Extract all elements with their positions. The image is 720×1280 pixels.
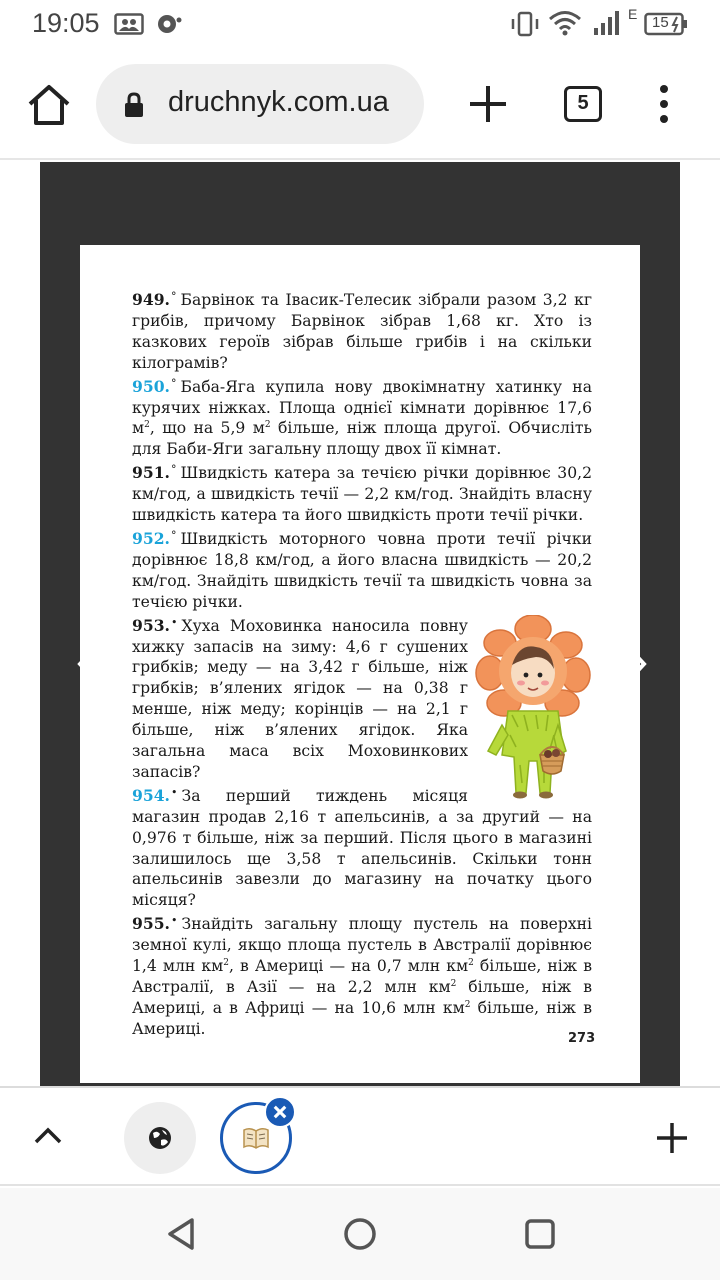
page-number: 273 <box>568 1031 596 1046</box>
chevron-left-icon[interactable] <box>74 632 114 696</box>
problem-text: , в Америці — на 0,7 млн км <box>228 957 469 976</box>
lock-icon <box>124 92 144 118</box>
superscript: 2 <box>450 979 457 989</box>
home-nav-icon[interactable] <box>340 1214 380 1254</box>
problem-number: 953. <box>132 615 170 635</box>
problem-text: За перший тиждень місяця магазин продав 2,16 т апельсинів, а за другий — на 0,976 т більше, ніж за перший. Після цього в магазині залишилось ще 3,58 т апельсинів. Скільки тонн апельсинів завезли до магазину на початку цього місяця? <box>132 786 592 910</box>
system-navigation-bar <box>0 1188 720 1280</box>
back-icon[interactable] <box>162 1214 202 1254</box>
difficulty-marker: ° <box>170 528 177 542</box>
problem-text: більше, ніж в Америці, а в Африці — на 10,6 млн км <box>132 978 592 1017</box>
plus-icon[interactable] <box>654 1120 690 1156</box>
address-bar[interactable] <box>96 64 424 144</box>
close-icon[interactable] <box>264 1096 296 1128</box>
book-page <box>80 245 640 1083</box>
flower-girl-illustration <box>474 615 592 805</box>
url-text[interactable]: druchnyk.com.ua <box>168 86 389 118</box>
signal-icon <box>592 10 622 36</box>
problem-951 <box>132 460 592 526</box>
superscript: 2 <box>144 420 150 431</box>
tab-switcher-button[interactable]: 5 <box>564 86 602 122</box>
problem-number: 954. <box>132 785 170 805</box>
chevron-right-icon[interactable] <box>610 632 650 696</box>
gallery-notification-icon <box>114 13 144 35</box>
problem-text: , що на 5,9 м <box>149 419 265 438</box>
battery-level: 15 <box>652 14 669 31</box>
home-icon[interactable] <box>26 82 72 128</box>
difficulty-marker: • <box>170 785 178 799</box>
tab-strip <box>0 1086 720 1186</box>
problem-955 <box>132 911 592 1039</box>
status-time: 19:05 <box>32 8 100 38</box>
problem-text: більше, ніж площа другої. Обчисліть для Баби-Яги загальну площу двох її кімнат. <box>132 419 592 459</box>
problem-text: Швидкість моторного човна проти течії річки дорівнює 18,8 км/год, а його власна швидкість — 20,2 км/год. Знайдіть швидкість течії та швидкість човна за течією річки. <box>132 529 592 611</box>
problem-number: 951. <box>132 463 170 483</box>
chevron-up-icon[interactable] <box>32 1124 64 1148</box>
wifi-icon <box>548 10 582 36</box>
more-vert-icon[interactable] <box>654 84 674 124</box>
page-text <box>132 287 592 1040</box>
vibrate-icon <box>510 10 540 38</box>
problem-text: Барвінок та Івасик-Телесик зібрали разом 3,2 кг грибів, причому Барвінок зібрав 1,68 кг. Хто із казкових героїв зібрав більше грибів і на скільки кілограмів? <box>132 291 592 372</box>
difficulty-marker: • <box>170 914 178 928</box>
difficulty-marker: ° <box>170 463 177 477</box>
problem-number: 949. <box>132 290 170 309</box>
difficulty-marker: ° <box>170 290 177 303</box>
problem-949 <box>132 287 592 374</box>
browser-toolbar <box>0 50 720 160</box>
problem-text: Баба-Яга купила нову двокімнатну хатинку на курячих ніжках. Площа однієї кімнати дорівнює 17,6 м <box>132 377 592 438</box>
status-bar <box>0 0 720 50</box>
problem-text: більше, ніж в Америці. <box>132 998 592 1038</box>
problem-number: 952. <box>132 528 170 548</box>
web-content <box>0 162 720 1086</box>
settings-notification-icon <box>156 12 182 36</box>
book-icon <box>242 1126 270 1150</box>
difficulty-marker: ° <box>170 376 177 390</box>
network-type: E <box>628 6 638 22</box>
superscript: 2 <box>468 958 474 969</box>
book-viewer <box>40 162 680 1086</box>
difficulty-marker: • <box>170 615 178 629</box>
problem-text: Швидкість катера за течією річки дорівнює 30,2 км/год, а швидкість течії — 2,2 км/год. Знайдіть власну швидкість катера та його швидкість проти течії річки. <box>132 464 592 525</box>
globe-icon <box>148 1126 172 1150</box>
problem-text: Знайдіть загальну площу пустель на поверхні земної кулі, якщо площа пустель в Австралії дорівнює 1,4 млн км <box>132 915 592 976</box>
superscript: 2 <box>223 958 229 969</box>
superscript: 2 <box>264 420 271 431</box>
tab-thumbnail[interactable] <box>124 1102 196 1174</box>
problem-text: більше, ніж в Австралії, в Азії — на 2,2 млн км <box>132 957 592 996</box>
superscript: 2 <box>464 999 471 1010</box>
plus-icon[interactable] <box>466 82 510 126</box>
recents-icon[interactable] <box>520 1214 560 1254</box>
problem-number: 950. <box>132 376 170 396</box>
problem-950 <box>132 374 592 461</box>
problem-text: Хуха Моховинка наносила повну хижку запасів на зиму: 4,6 г сушених грибків; меду — на 3,42 г більше, ніж грибків; в’ялених ягідок — на 0,38 г менше, ніж меду; корінців — на 2,1 г більше, ніж в’ялених ягідок. Яка загальна маса всіх Моховинкових запасів? <box>132 616 468 781</box>
problem-952 <box>132 526 592 613</box>
problem-number: 955. <box>132 914 170 934</box>
